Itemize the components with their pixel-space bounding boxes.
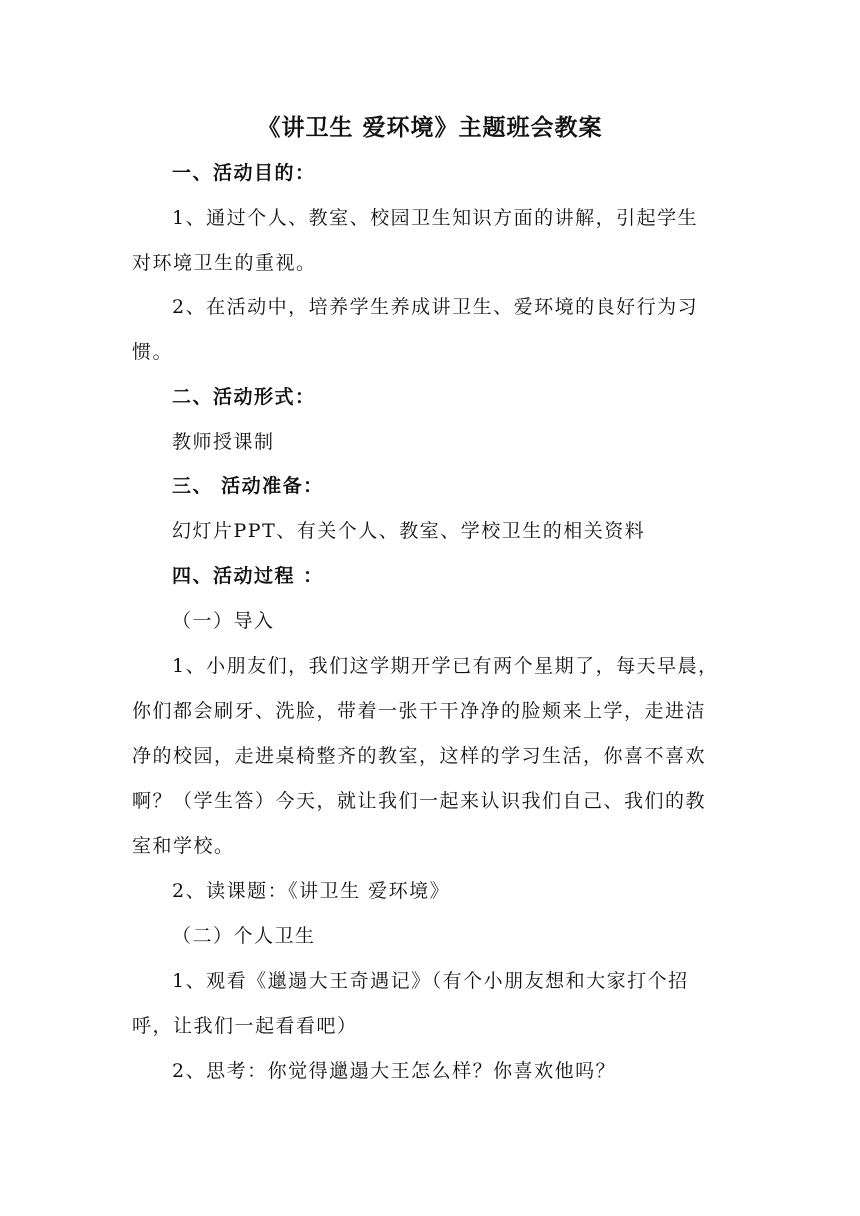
purpose-paragraph-2-line-1: 2、在活动中，培养学生养成讲卫生、爱环境的良好行为习 <box>172 296 699 318</box>
intro-heading: （一）导入 <box>172 610 275 632</box>
personal-paragraph-1-line-2: 呼，让我们一起看看吧） <box>132 1015 358 1037</box>
intro-paragraph-2: 2、读课题：《讲卫生 爱环境》 <box>172 880 451 902</box>
purpose-paragraph-2-line-2: 惯。 <box>132 341 174 363</box>
form-heading: 二、活动形式： <box>172 386 316 408</box>
intro-paragraph-1-line-2: 你们都会刷牙、洗脸，带着一张干干净净的脸颊来上学，走进洁 <box>132 700 707 722</box>
prep-heading: 三、 活动准备： <box>172 475 324 497</box>
personal-paragraph-2: 2、思考：你觉得邋遢大王怎么样？你喜欢他吗？ <box>172 1060 617 1082</box>
process-heading: 四、活动过程 ： <box>172 565 324 587</box>
personal-heading: （二）个人卫生 <box>172 925 316 947</box>
intro-paragraph-1-line-4: 啊？（学生答）今天，就让我们一起来认识我们自己、我们的教 <box>132 790 707 812</box>
purpose-paragraph-1-line-2: 对环境卫生的重视。 <box>132 252 317 274</box>
intro-paragraph-1-line-3: 净的校园，走进桌椅整齐的教室，这样的学习生活，你喜不喜欢 <box>132 745 707 767</box>
purpose-paragraph-1-line-1: 1、通过个人、教室、校园卫生知识方面的讲解，引起学生 <box>172 207 699 229</box>
intro-paragraph-1-line-1: 1、小朋友们，我们这学期开学已有两个星期了，每天早晨， <box>172 655 719 677</box>
personal-paragraph-1-line-1: 1、观看《邋遢大王奇遇记》（有个小朋友想和大家打个招 <box>172 970 689 992</box>
document-title: 《讲卫生 爱环境》主题班会教案 <box>257 114 603 141</box>
purpose-heading: 一、活动目的： <box>172 162 316 184</box>
prep-text: 幻灯片PPT、有关个人、教室、学校卫生的相关资料 <box>172 520 646 542</box>
intro-paragraph-1-line-5: 室和学校。 <box>132 835 235 857</box>
form-text: 教师授课制 <box>172 431 275 453</box>
